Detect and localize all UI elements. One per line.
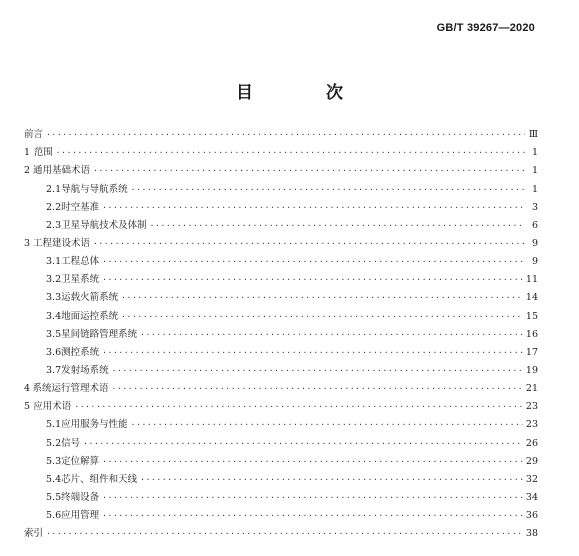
toc-dot-leader [46, 528, 523, 540]
toc-dot-leader [102, 202, 525, 214]
toc-entry-number: 3.4 [46, 310, 62, 322]
toc-entry-label: 通用基础术语 [32, 165, 90, 177]
toc-entry[interactable] [24, 196, 538, 214]
page-title: 目 次 [236, 83, 371, 103]
toc-entry-page: 21 [525, 383, 538, 395]
toc-entry-label: 运载火箭系统 [61, 292, 119, 304]
toc-dot-leader [140, 329, 523, 341]
standard-code: GB/T 39267—2020 [436, 22, 535, 34]
toc-entry-page: 17 [525, 346, 538, 358]
toc-dot-leader [150, 220, 525, 232]
toc-entry-label: 终端设备 [61, 491, 100, 503]
toc-dot-leader [121, 311, 523, 323]
toc-entry-label: 发射场系统 [61, 364, 109, 376]
toc-dot-leader [46, 129, 525, 141]
toc-entry[interactable] [24, 177, 538, 195]
toc-entry-page: 19 [525, 364, 538, 376]
toc-dot-leader [93, 238, 525, 250]
toc-entry-label: 卫星导航技术及体制 [61, 219, 147, 231]
toc-entry-page: 32 [525, 473, 538, 485]
toc-entry-label: 信号 [61, 437, 81, 449]
toc-entry-label: 地面运控系统 [61, 310, 119, 322]
toc-entry-number: 3.6 [46, 346, 62, 358]
toc-entry-label: 索引 [24, 528, 44, 540]
toc-entry[interactable] [24, 286, 538, 304]
toc-entry-label: 定位解算 [61, 455, 100, 467]
toc-entry[interactable] [24, 250, 538, 268]
toc-dot-leader [102, 510, 523, 522]
toc-entry[interactable] [24, 232, 538, 250]
toc-entry-page: 9 [531, 237, 538, 249]
toc-dot-leader [131, 419, 523, 431]
toc-entry-label: 范围 [33, 147, 53, 159]
toc-dot-leader [93, 165, 525, 177]
toc-entry-page: 38 [525, 528, 538, 540]
toc-entry-label: 前言 [24, 129, 44, 141]
toc-entry-page: 1 [531, 183, 538, 195]
toc-entry-page: 23 [525, 419, 538, 431]
toc-entry[interactable] [24, 413, 538, 431]
toc-dot-leader [112, 365, 523, 377]
toc-entry-label: 卫星系统 [61, 274, 100, 286]
toc-entry-number: 5.6 [46, 510, 62, 522]
toc-dot-leader [56, 147, 525, 159]
toc-entry[interactable] [24, 395, 538, 413]
toc-dot-leader [121, 292, 523, 304]
toc-entry[interactable] [24, 323, 538, 341]
toc-entry-page: 3 [531, 201, 538, 213]
toc-entry-number: 3.5 [46, 328, 62, 340]
toc-dot-leader [102, 256, 525, 268]
toc-dot-leader [102, 347, 523, 359]
toc-entry-number: 2.3 [46, 219, 62, 231]
toc-entry-number: 5.4 [46, 473, 62, 485]
toc-entry-label: 应用管理 [61, 510, 100, 522]
toc-entry[interactable] [24, 468, 538, 486]
toc-entry-number: 5.1 [46, 419, 62, 431]
toc-entry-number: 5.5 [46, 491, 62, 503]
toc-entry-page: 16 [525, 328, 538, 340]
toc-dot-leader [140, 474, 523, 486]
toc-entry-page: 36 [525, 510, 538, 522]
toc-dot-leader [102, 456, 523, 468]
toc-entry-page: 11 [525, 274, 538, 286]
toc-entry-page: 23 [525, 401, 538, 413]
toc-entry-page: 6 [531, 219, 538, 231]
toc-entry[interactable] [24, 522, 538, 540]
toc-entry-label: 系统运行管理术语 [32, 383, 109, 395]
toc-entry-page: 15 [525, 310, 538, 322]
toc-entry[interactable] [24, 377, 538, 395]
toc-entry[interactable] [24, 141, 538, 159]
toc-entry-number: 5.2 [46, 437, 62, 449]
toc-dot-leader [112, 383, 523, 395]
table-of-contents [24, 123, 538, 540]
toc-entry-label: 时空基准 [61, 201, 100, 213]
toc-entry-label: 芯片、组件和天线 [61, 473, 138, 485]
toc-dot-leader [102, 274, 523, 286]
toc-dot-leader [83, 438, 523, 450]
toc-dot-leader [74, 401, 523, 413]
toc-entry-page: 29 [525, 455, 538, 467]
toc-entry-number: 3.3 [46, 292, 62, 304]
toc-entry-number: 3.1 [46, 256, 62, 268]
toc-entry-label: 测控系统 [61, 346, 100, 358]
toc-entry[interactable] [24, 159, 538, 177]
toc-entry[interactable] [24, 123, 538, 141]
toc-entry-page: 1 [531, 147, 538, 159]
toc-entry-page: 34 [525, 491, 538, 503]
toc-entry[interactable] [24, 268, 538, 286]
toc-entry-label: 应用术语 [33, 401, 72, 413]
toc-entry-page: 1 [531, 165, 538, 177]
toc-entry[interactable] [24, 431, 538, 449]
toc-entry[interactable] [24, 486, 538, 504]
toc-entry-number: 1 [24, 147, 31, 159]
toc-entry[interactable] [24, 304, 538, 322]
toc-entry-page: Ⅲ [528, 129, 538, 141]
toc-dot-leader [102, 492, 523, 504]
toc-entry-page: 14 [525, 292, 538, 304]
toc-entry[interactable] [24, 214, 538, 232]
toc-entry-number: 4 [24, 383, 31, 395]
toc-entry-number: 5 [24, 401, 31, 413]
toc-entry-number: 2 [24, 165, 31, 177]
toc-entry-number: 3.7 [46, 364, 62, 376]
toc-entry-number: 3 [24, 237, 31, 249]
toc-entry-label: 工程建设术语 [32, 237, 90, 249]
toc-entry-number: 2.1 [46, 183, 62, 195]
toc-entry-number: 5.3 [46, 455, 62, 467]
toc-entry[interactable] [24, 359, 538, 377]
toc-entry[interactable] [24, 341, 538, 359]
toc-entry-page: 9 [531, 256, 538, 268]
toc-dot-leader [131, 184, 525, 196]
toc-entry-page: 26 [525, 437, 538, 449]
toc-entry[interactable] [24, 450, 538, 468]
toc-entry-number: 3.2 [46, 274, 62, 286]
toc-entry-number: 2.2 [46, 201, 62, 213]
toc-entry-label: 应用服务与性能 [61, 419, 128, 431]
toc-entry-label: 导航与导航系统 [61, 183, 128, 195]
toc-entry[interactable] [24, 504, 538, 522]
toc-entry-label: 工程总体 [61, 256, 100, 268]
toc-entry-label: 星间链路管理系统 [61, 328, 138, 340]
